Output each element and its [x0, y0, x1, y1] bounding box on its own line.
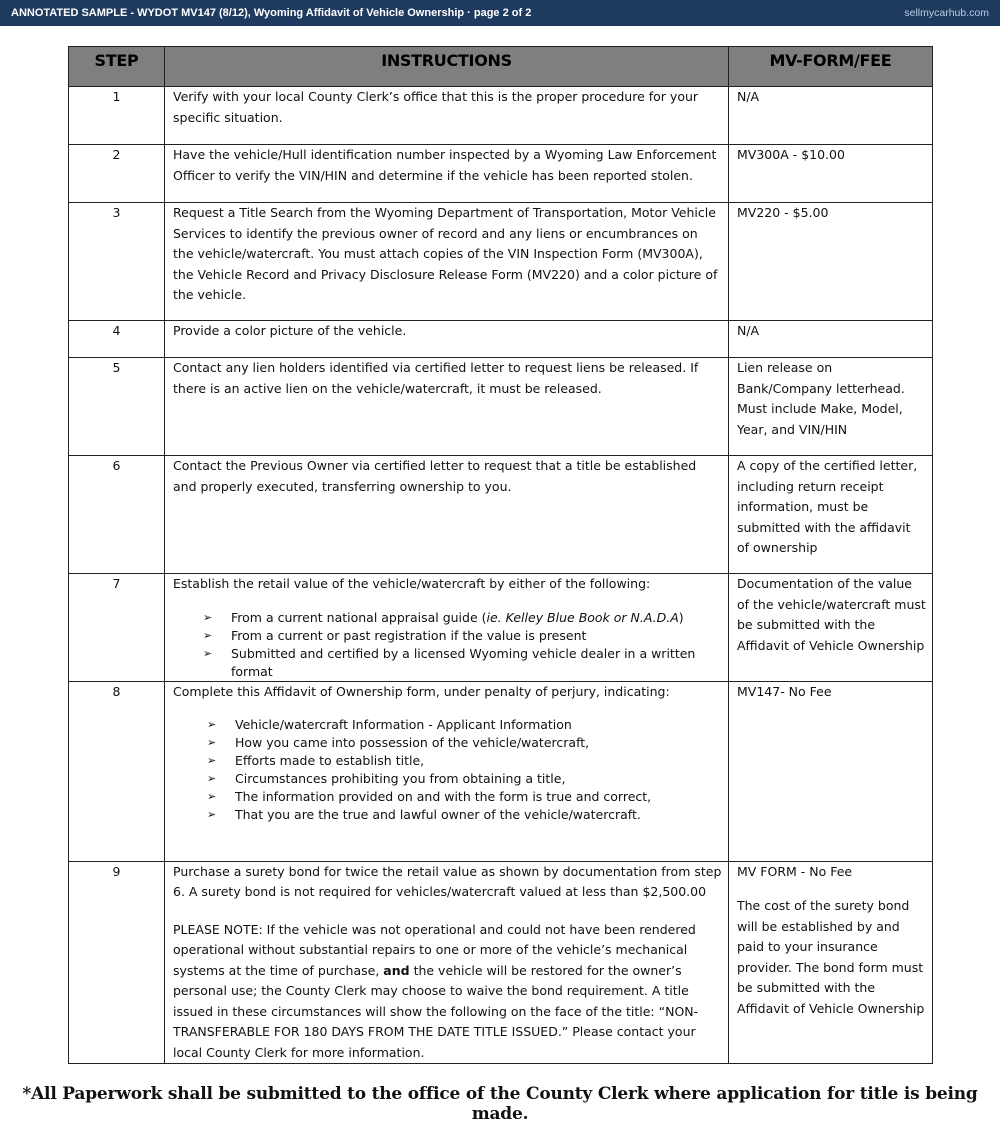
step-instruction: Provide a color picture of the vehicle. — [165, 321, 729, 358]
list-item: ➢ Vehicle/watercraft Information - Applicant Information — [207, 717, 572, 732]
list-item: ➢ That you are the true and lawful owner of the vehicle/watercraft. — [207, 807, 641, 822]
step-number: 5 — [69, 358, 165, 456]
step-instruction-cell — [165, 681, 729, 861]
table-row — [69, 456, 933, 574]
table-row — [69, 203, 933, 321]
list-item: ➢ From a current or past registration if the value is present — [203, 627, 587, 643]
header-instructions: INSTRUCTIONS — [165, 47, 729, 87]
arrow-bullet-icon: ➢ — [207, 772, 217, 785]
arrow-bullet-icon: ➢ — [207, 718, 217, 731]
list-item: ➢ Circumstances prohibiting you from obtaining a title, — [207, 771, 566, 786]
footer-notice: *All Paperwork shall be submitted to the office of the County Clerk where application for title is being made. — [22, 1084, 978, 1124]
step-number: 9 — [69, 861, 165, 1064]
step-instruction: Verify with your local County Clerk’s office that this is the proper procedure for your specific situation. — [165, 87, 729, 145]
table-row — [69, 321, 933, 358]
arrow-bullet-icon: ➢ — [207, 736, 217, 749]
step-fee: MV220 - $5.00 — [729, 203, 933, 321]
step-fee: MV FORM - No Fee — [737, 863, 853, 879]
step-number: 3 — [69, 203, 165, 321]
step-fee-cell — [729, 861, 933, 1064]
list-item: ➢ The information provided on and with the form is true and correct, — [207, 789, 652, 804]
step-fee: MV147- No Fee — [729, 681, 933, 861]
surety-bond-note: The cost of the surety bond will be established by and paid to your insurance provider. The bond form must be submitted with the Affidavit of Vehicle Ownership — [737, 898, 925, 1016]
step-fee: N/A — [729, 321, 933, 358]
step-instruction: Contact the Previous Owner via certified letter to request that a title be established and properly executed, transferring ownership to you. — [165, 456, 729, 574]
step-fee: N/A — [729, 87, 933, 145]
header-fee: MV-FORM/FEE — [729, 47, 933, 87]
arrow-bullet-icon: ➢ — [207, 790, 217, 803]
table-row — [69, 145, 933, 203]
step-number: 7 — [69, 574, 165, 682]
step-instruction: Establish the retail value of the vehicle/watercraft by either of the following: — [173, 576, 651, 591]
table-row — [69, 681, 933, 861]
step-fee: Lien release on Bank/Company letterhead. Must include Make, Model, Year, and VIN/HIN — [729, 358, 933, 456]
step-instruction: Request a Title Search from the Wyoming Department of Transportation, Motor Vehicle Services to identify the previous owner of record and any liens or encumbrances on the vehicle/watercraft. You must attach copies of the VIN Inspection Form (MV300A), the Vehicle Record and Privacy Disclosure Release Form (MV220) and a color picture of the vehicle. — [165, 203, 729, 321]
top-banner — [0, 0, 1000, 26]
banner-site-link[interactable]: sellmycarhub.com — [904, 7, 989, 19]
step-number: 4 — [69, 321, 165, 358]
step-instruction: Complete this Affidavit of Ownership form, under penalty of perjury, indicating: — [173, 683, 670, 699]
table-row — [69, 87, 933, 145]
step-number: 1 — [69, 87, 165, 145]
instructions-table — [68, 46, 933, 1064]
arrow-bullet-icon: ➢ — [207, 808, 217, 821]
appraisal-guide-examples: ie. Kelley Blue Book or N.A.D.A — [486, 609, 679, 625]
list-item: ➢ From a current national appraisal guide (ie. Kelley Blue Book or N.A.D.A) — [203, 609, 684, 625]
arrow-bullet-icon: ➢ — [203, 646, 213, 660]
step-fee: Documentation of the value of the vehicle/watercraft must be submitted with the Affidavit of Vehicle Ownership — [729, 574, 933, 682]
step-number: 6 — [69, 456, 165, 574]
table-row — [69, 358, 933, 456]
arrow-bullet-icon: ➢ — [207, 754, 217, 767]
table-row — [69, 574, 933, 682]
list-item: ➢ How you came into possession of the vehicle/watercraft, — [207, 735, 590, 750]
table-header-row — [69, 47, 933, 87]
step-number: 2 — [69, 145, 165, 203]
header-step: STEP — [69, 47, 165, 87]
step-fee: A copy of the certified letter, including return receipt information, must be submitted with the affidavit of ownership — [729, 456, 933, 574]
step-instruction-cell — [165, 574, 729, 682]
value-method-list — [173, 609, 722, 681]
list-item: ➢ Efforts made to establish title, — [207, 753, 425, 768]
arrow-bullet-icon: ➢ — [203, 610, 213, 624]
arrow-bullet-icon: ➢ — [203, 628, 213, 642]
please-note: PLEASE NOTE: If the vehicle was not operational and could not have been rendered operational without substantial repairs to one or more of the vehicle’s mechanical systems at the time of purchase, and the vehicle will be restored for the owner’s personal use; the County Clerk may choose to waive the bond requirement. A title issued in these circumstances will show the following on the face of the title: “NON-TRANSFERABLE FOR 180 DAYS FROM THE DATE TITLE ISSUED.” Please contact your local County Clerk for more information. — [173, 921, 699, 1060]
step-instruction-cell — [165, 861, 729, 1064]
table-row — [69, 861, 933, 1064]
step-number: 8 — [69, 681, 165, 861]
step-instruction: Have the vehicle/Hull identification number inspected by a Wyoming Law Enforcement Officer to verify the VIN/HIN and determine if the vehicle has been reported stolen. — [165, 145, 729, 203]
list-item: ➢ Submitted and certified by a licensed Wyoming vehicle dealer in a written format — [203, 645, 696, 679]
affidavit-items-list — [173, 716, 722, 824]
step-instruction: Contact any lien holders identified via certified letter to request liens be released. If there is an active lien on the vehicle/watercraft, it must be released. — [165, 358, 729, 456]
note-emphasis: and — [383, 962, 410, 978]
step-fee: MV300A - $10.00 — [729, 145, 933, 203]
step-instruction: Purchase a surety bond for twice the retail value as shown by documentation from step 6. A surety bond is not required for vehicles/watercraft valued at less than $2,500.00 — [173, 863, 722, 899]
banner-title: ANNOTATED SAMPLE - WYDOT MV147 (8/12), Wyoming Affidavit of Vehicle Ownership · page 2 of 2 — [11, 7, 532, 19]
